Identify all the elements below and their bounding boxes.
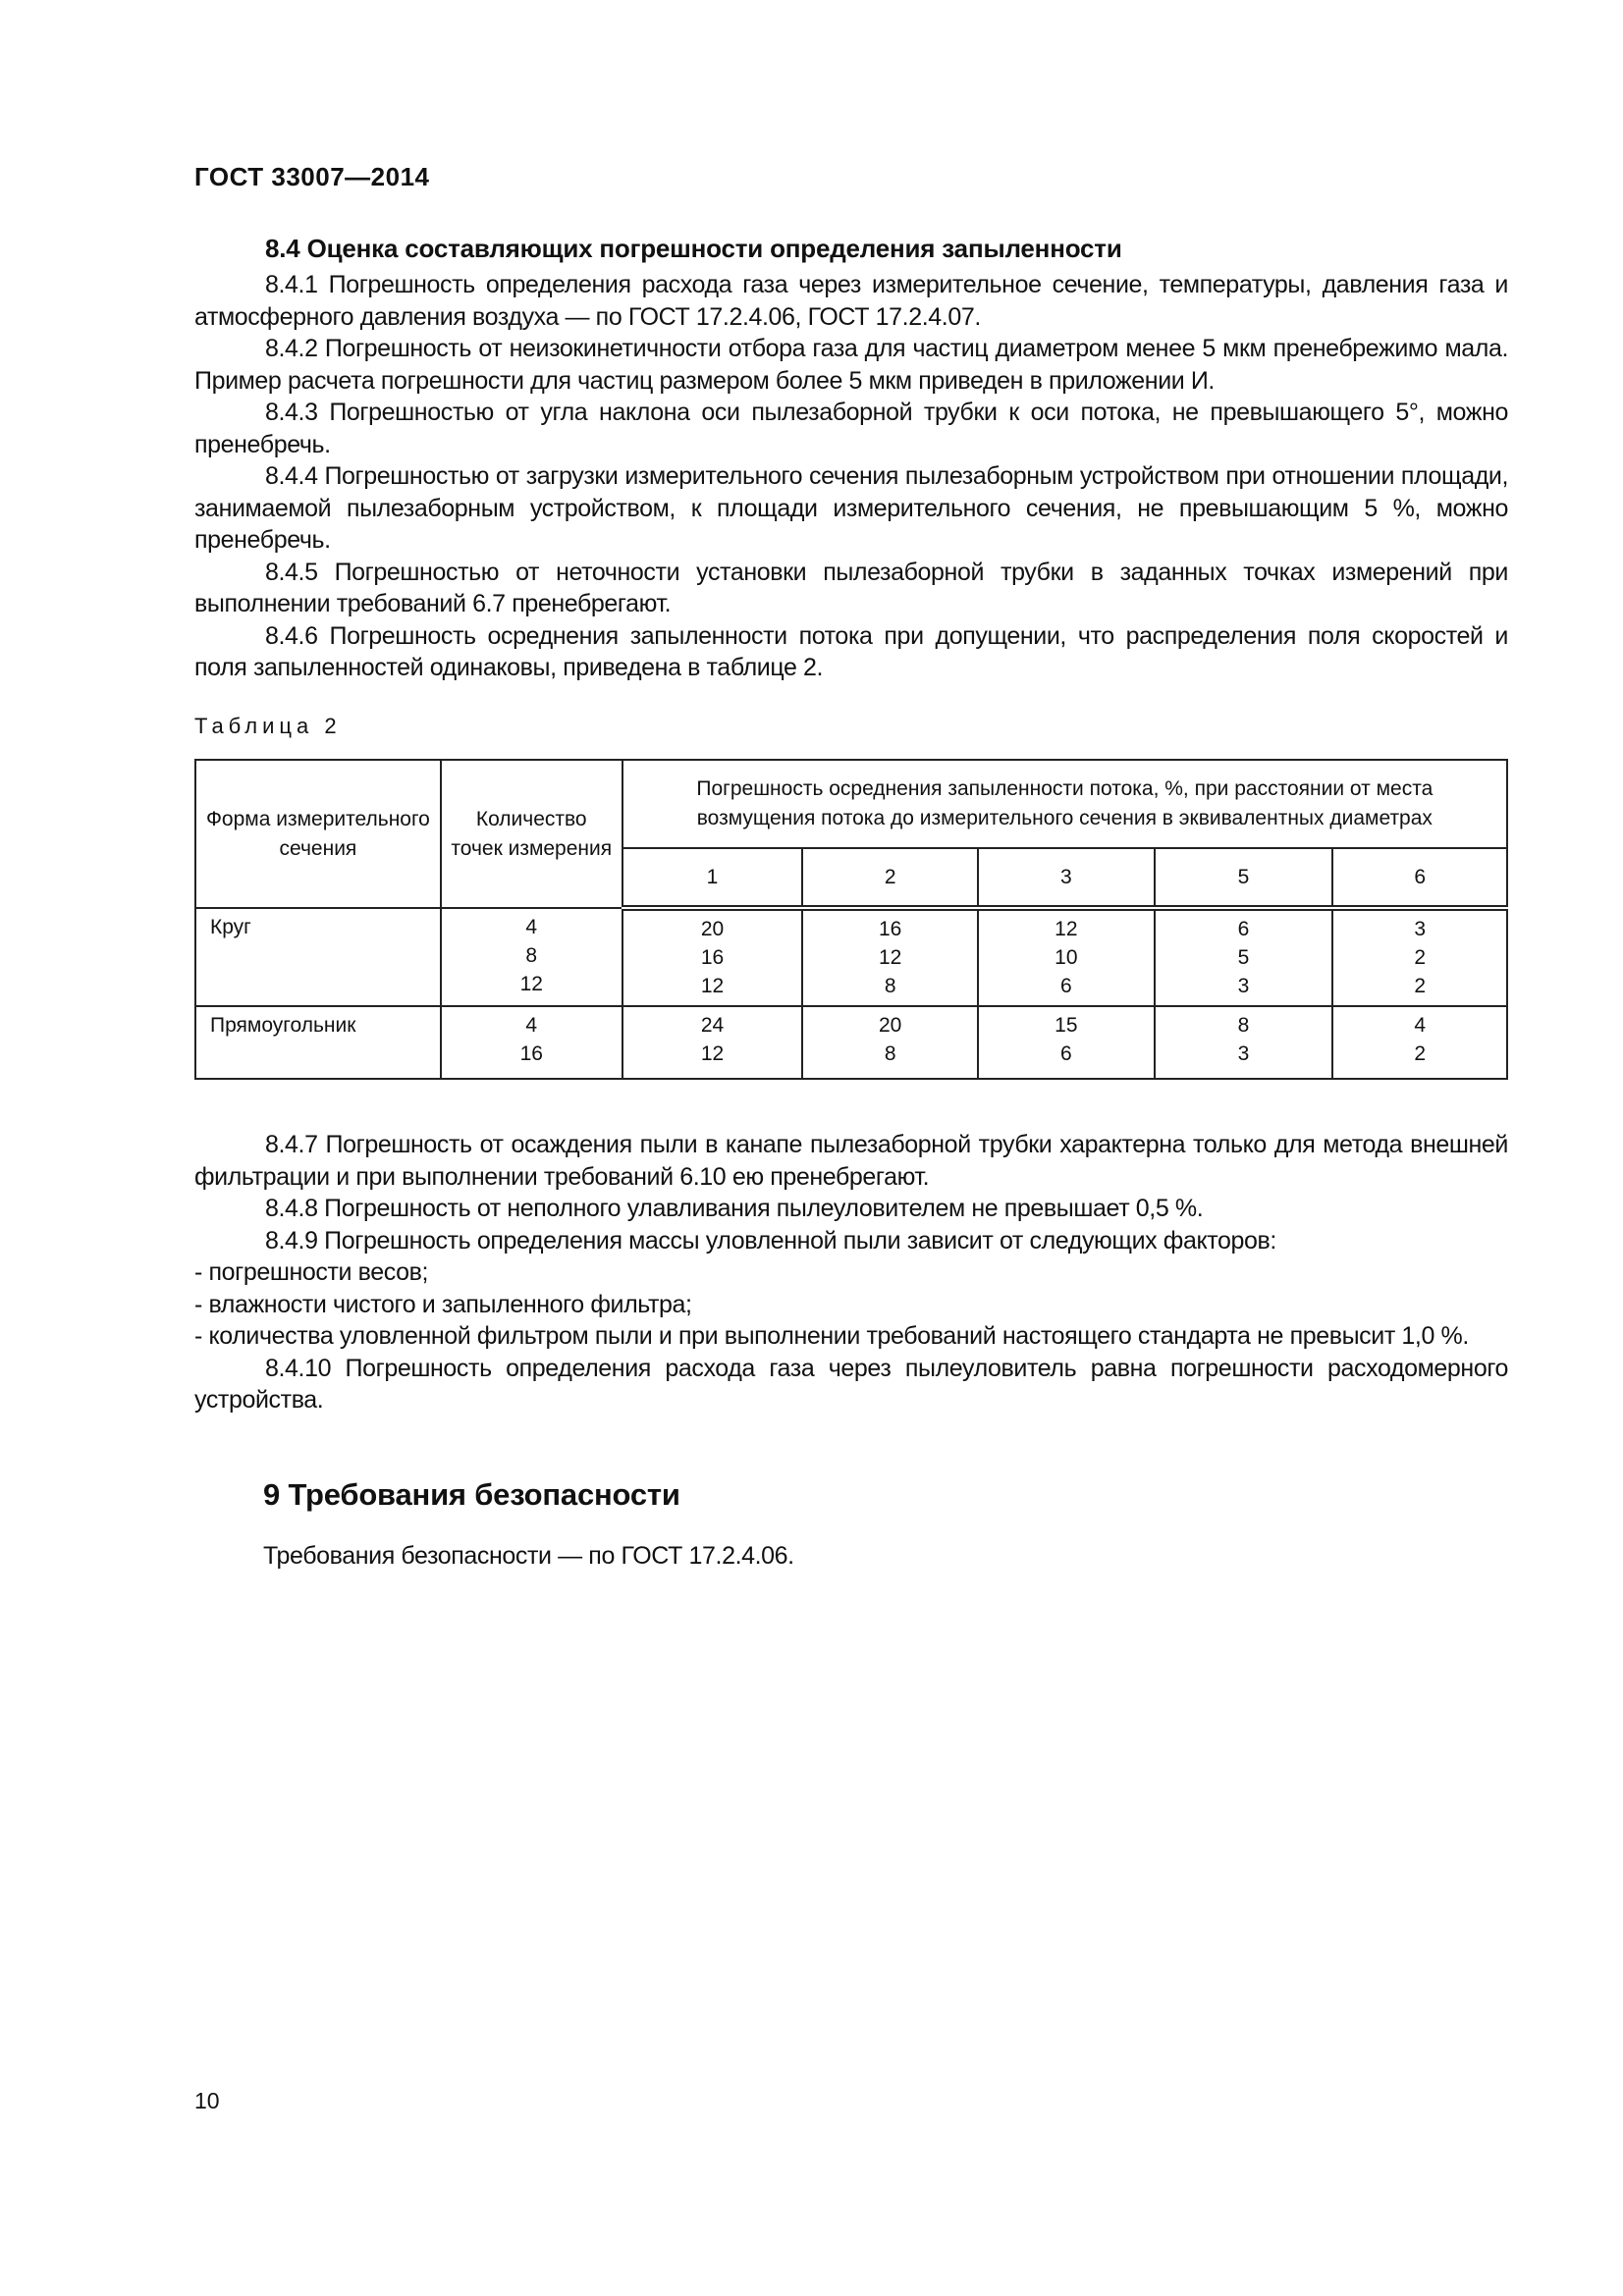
table-caption: Таблица 2	[194, 714, 342, 738]
cell-values-d2: 20 8	[802, 1006, 978, 1079]
header-points: Количество точек измерения	[441, 760, 622, 908]
paragraph-8-4-4: 8.4.4 Погрешностью от загрузки измерительного сечения пылезаборным устройством при отношении площади, занимаемой пылезаборным устройством, к площади измерительного сечения, не превышающим 5 %, можно пренебречь.	[194, 462, 1508, 554]
cell-shape: Прямоугольник	[195, 1006, 441, 1079]
header-distance-3: 3	[978, 848, 1155, 908]
section-9-title: 9 Требования безопасности	[263, 1477, 680, 1512]
list-item-filter-humidity: - влажности чистого и запыленного фильтра;	[194, 1290, 692, 1318]
table-2	[194, 759, 1508, 1080]
paragraph-8-4-10: 8.4.10 Погрешность определения расхода газа через пылеуловитель равна погрешности расходомерного устройства.	[194, 1354, 1508, 1414]
list-item-scale-error: - погрешности весов;	[194, 1258, 429, 1286]
paragraph-8-4-7: 8.4.7 Погрешность от осаждения пыли в канапе пылезаборной трубки характерна только для метода внешней фильтрации и при выполнении требований 6.10 ею пренебрегают.	[194, 1131, 1508, 1191]
header-distance-5: 5	[1155, 848, 1333, 908]
cell-values-d3: 15 6	[978, 1006, 1155, 1079]
table-row	[195, 1006, 1507, 1079]
section-9-text: Требования безопасности — по ГОСТ 17.2.4.06.	[263, 1542, 794, 1570]
cell-values-d3: 12 10 6	[978, 908, 1155, 1006]
header-error-group: Погрешность осреднения запыленности потока, %, при расстоянии от места возмущения потока до измерительного сечения в эквивалентных диаметрах	[622, 760, 1507, 848]
cell-points: 4 8 12	[441, 908, 622, 1006]
header-distance-2: 2	[802, 848, 978, 908]
paragraph-8-4-1: 8.4.1 Погрешность определения расхода газа через измерительное сечение, температуры, давления газа и атмосферного давления воздуха — по ГОСТ 17.2.4.06, ГОСТ 17.2.4.07.	[194, 271, 1508, 331]
cell-values-d2: 16 12 8	[802, 908, 978, 1006]
document-code: ГОСТ 33007—2014	[194, 162, 430, 191]
header-distance-1: 1	[622, 848, 803, 908]
page-number: 10	[194, 2088, 220, 2113]
header-shape: Форма измерительного сечения	[195, 760, 441, 908]
header-distance-6: 6	[1332, 848, 1507, 908]
section-8-4-paragraphs-after	[194, 1129, 1508, 1416]
list-item-dust-amount: - количества уловленной фильтром пыли и при выполнении требований настоящего стандарта не превысит 1,0 %.	[194, 1322, 1469, 1350]
paragraph-8-4-9: 8.4.9 Погрешность определения массы уловленной пыли зависит от следующих факторов:	[265, 1226, 1276, 1255]
paragraph-8-4-6: 8.4.6 Погрешность осреднения запыленности потока при допущении, что распределения поля скоростей и поля запыленностей одинаковы, приведена в таблице 2.	[194, 621, 1508, 681]
section-8-4-paragraphs-before	[194, 269, 1508, 684]
section-8-4-title: 8.4 Оценка составляющих погрешности определения запыленности	[265, 234, 1122, 263]
cell-values-d6: 3 2 2	[1332, 908, 1507, 1006]
cell-values-d5: 8 3	[1155, 1006, 1333, 1079]
cell-values-d6: 4 2	[1332, 1006, 1507, 1079]
cell-values-d1: 24 12	[622, 1006, 803, 1079]
paragraph-8-4-3: 8.4.3 Погрешностью от угла наклона оси пылезаборной трубки к оси потока, не превышающего 5°, можно пренебречь.	[194, 399, 1508, 458]
cell-shape: Круг	[195, 908, 441, 1006]
paragraph-8-4-2: 8.4.2 Погрешность от неизокинетичности отбора газа для частиц диаметром менее 5 мкм пренебрежимо мала. Пример расчета погрешности для частиц размером более 5 мкм приведен в приложении И.	[194, 335, 1508, 395]
paragraph-8-4-8: 8.4.8 Погрешность от неполного улавливания пылеуловителем не превышает 0,5 %.	[265, 1195, 1204, 1222]
cell-values-d1: 20 16 12	[622, 908, 803, 1006]
cell-values-d5: 6 5 3	[1155, 908, 1333, 1006]
cell-points: 4 16	[441, 1006, 622, 1079]
paragraph-8-4-5: 8.4.5 Погрешностью от неточности установки пылезаборной трубки в заданных точках измерений при выполнении требований 6.7 пренебрегают.	[194, 558, 1508, 617]
table-row	[195, 908, 1507, 1006]
